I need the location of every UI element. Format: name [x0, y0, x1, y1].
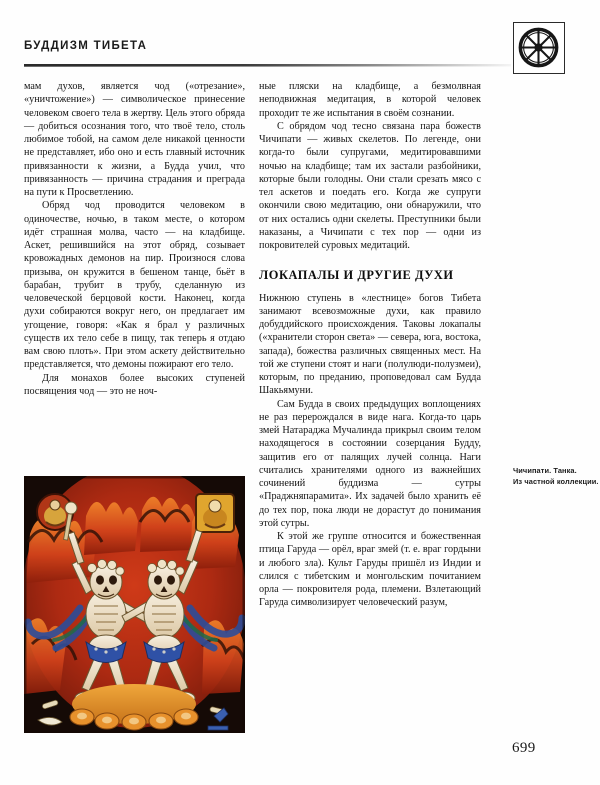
section-heading: ЛОКАПАЛЫ И ДРУГИЕ ДУХИ: [259, 268, 454, 283]
figure-caption-line-2: Из частной коллекции.: [513, 476, 599, 486]
paragraph: Для монахов более высоких ступеней посвящения чод — это не ноч-: [24, 372, 245, 397]
dharma-wheel-icon: [513, 22, 565, 74]
running-head: БУДДИЗМ ТИБЕТА: [24, 40, 148, 52]
figure-caption: [513, 466, 600, 487]
paragraph: С обрядом чод тесно связана пара божеств Чичипати — живых скелетов. По легенде, они когда-то были супругами, медитировавшими ночью на кладбище; там их застали разбойники, которые были голодны. Они стали срезать мясо с тел аскетов и поедать его. Когда же супруги окончили свою медитацию, они обнаружили, что от них остались одни скелеты. Преступники были наказаны, а Чичипати с тех пор — одни из покровителей суровых медитаций.: [259, 120, 481, 251]
chitipati-thangka-image: [24, 476, 245, 733]
page-number: 699: [512, 740, 536, 756]
paragraph: мам духов, является чод («отрезание», «уничтожение») — символическое принесение человеком своего тела в жертву. Цель этого обряда — добиться осознания того, что твоё тело, столь любимое тобой, на самом деле никакой ценности не представляет, ибо оно и есть главный источник привязанности к жизни, а Будда учил, что привязанность — причина страдания и преграда на пути к Просветлению.: [24, 81, 245, 198]
text-column-right: [259, 80, 481, 610]
header-rule: [24, 64, 511, 67]
text-column-left: [24, 80, 245, 398]
paragraph: Обряд чод проводится человеком в одиночестве, ночью, в таком месте, о котором идёт страшная молва, часто — на кладбище. Аскет, решившийся на этот обряд, созывает кровожадных демонов на пир. Произнося слова призыва, он кружится в бешеном танце, бьёт в барабан, трубит в трубу, сделанную из человеческой берцовой кости. Наконец, когда духи собираются вокруг него, он предлагает им угощение, говоря: «Как я брал у различных существ их тело себе в пищу, так теперь я отдаю вам свою плоть». При этом аскету действительно представляется, что демоны пожирают его тело.: [24, 200, 245, 371]
paragraph: ные пляски на кладбище, а безмолвная неподвижная медитация, в которой человек проходит те же испытания в своём сознании.: [259, 81, 481, 119]
paragraph: Нижнюю ступень в «лестнице» богов Тибета занимают всевозможные духи, как правило добуддийского происхождения. Таковы локапалы («хранители сторон света» — севера, юга, востока, запада), божества различных священных мест. На той же ступени стоят и наги (полулюди-полузмеи), которым, по преданию, проповедовал сам Будда Шакьямуни.: [259, 292, 481, 397]
figure-caption-line-1: Чичипати. Танка.: [513, 466, 577, 475]
paragraph: К этой же группе относится и божественная птица Гаруда — орёл, враг змей (т. е. враг гордыни и любого зла). Культ Гаруды пришёл из Индии и слился с тибетским и монгольским почитанием орла — покровителя рода, племени. Взлетающий Гаруда символизирует человеческий разум,: [259, 531, 481, 609]
paragraph: Сам Будда в своих предыдущих воплощениях не раз перерождался в виде нага. Когда-то царь змей Натараджа Мучалинда прикрыл своим телом находящегося в состоянии созерцания Будду, защитив его от палящих лучей солнца. Наги считались хранителями одного из важнейших сочинений буддизма — сутры «Праджняпарамита». Их задачей было хранить её до тех пор, пока люди не дорастут до понимания этой сутры.: [259, 398, 481, 529]
